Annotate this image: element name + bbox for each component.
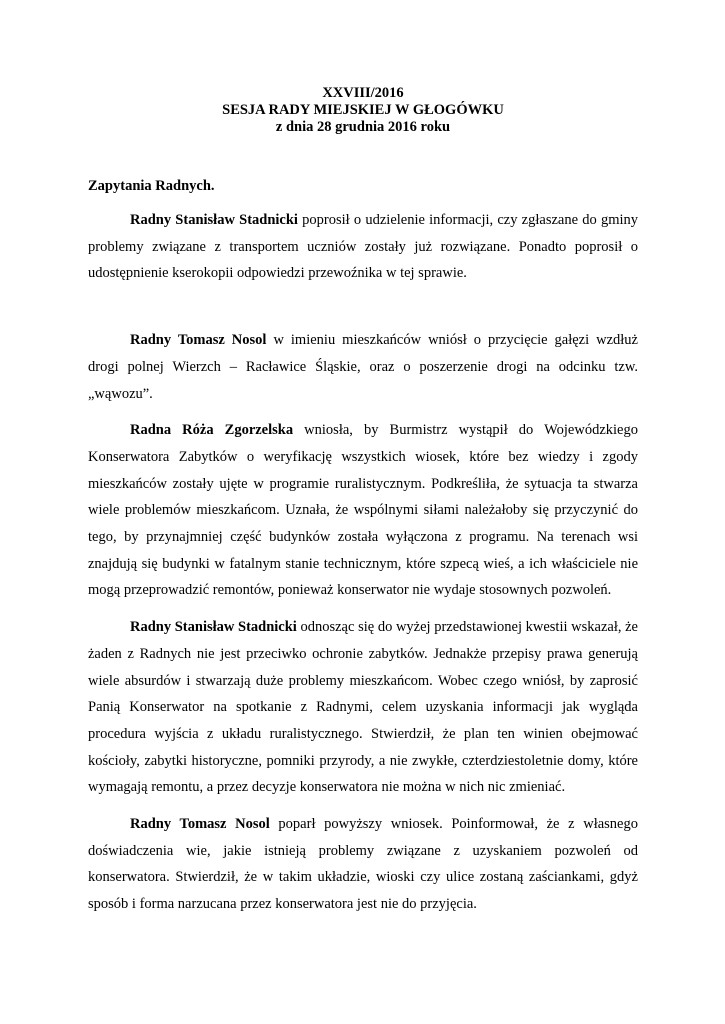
paragraph-text: poparł powyższy wniosek. Poinformował, że z własnego doświadczenia wie, jakie istnieją problemy związane z uzyskaniem pozwoleń od konserwatora. Stwierdził, że w takim układzie, wioski czy ulice zostaną zaściankami, gdyż sposób i forma narzucana przez konserwatora jest nie do przyjęcia. [88, 816, 638, 913]
paragraph-text: poprosił o udzielenie informacji, czy zgłaszane do gminy problemy związane z transportem uczniów zostały już rozwiązane. Ponadto poprosił o udostępnienie kserokopii odpowiedzi przewoźnika w tej sprawie. [88, 212, 638, 282]
paragraph-speaker: Radny Stanisław Stadnicki [130, 619, 297, 636]
section-title: Zapytania Radnych. [88, 178, 215, 194]
paragraph-speaker: Radny Stanisław Stadnicki [130, 212, 298, 228]
paragraph-text: wniosła, by Burmistrz wystąpił do Wojewódzkiego Konserwatora Zabytków o weryfikację wszystkich wiosek, które bez wiedzy i zgody mieszkańców zostały ujęte w programie ruralistycznym. Podkreśliła, że sytuacja ta stwarza wiele problemów mieszkańcom. Uznała, że wspólnymi siłami należałoby się przyczynić do tego, by przynajmniej część budynków została wyłączona z programu. Na terenach wsi znajdują się budynki w fatalnym stanie technicznym, które szpecą wieś, a ich właściciele nie mogą przeprowadzić remontów, ponieważ konserwator nie wydaje stosownych pozwoleń. [88, 422, 638, 599]
session-number: XXVIII/2016 [322, 85, 404, 101]
paragraph-3 [88, 417, 638, 604]
paragraph-text: w imieniu mieszkańców wniósł o przycięcie gałęzi wzdłuż drogi polnej Wierzch – Racławice Śląskie, oraz o poszerzenie drogi na odcinku tzw. „wąwozu”. [88, 332, 638, 402]
paragraph-speaker: Radny Tomasz Nosol [130, 816, 270, 833]
session-date: z dnia 28 grudnia 2016 roku [275, 119, 451, 135]
paragraph-speaker: Radny Tomasz Nosol [130, 332, 267, 349]
document-page [88, 85, 638, 918]
paragraph-2 [88, 327, 638, 407]
paragraph-text: odnosząc się do wyżej przedstawionej kwestii wskazał, że żaden z Radnych nie jest przeciwko ochronie zabytków. Jednakże przepisy prawa generują wiele absurdów i stwarzają duże problemy mieszkańcom. Wobec czego wniósł, by zaprosić Panią Konserwator na spotkanie z Radnymi, celem uzyskania informacji jak wygląda procedura wyjścia z układu ruralistycznego. Stwierdził, że plan ten winien obejmować kościoły, zabytki historyczne, pomniki przyrody, a nie zwykłe, czterdziestoletnie domy, które wymagają remontu, a przez decyzje konserwatora nie można w nich nic zmieniać. [88, 619, 638, 796]
document-header [88, 85, 638, 136]
paragraph-speaker: Radna Róża Zgorzelska [130, 422, 294, 439]
paragraph-5 [88, 811, 638, 918]
session-title: SESJA RADY MIEJSKIEJ W GŁOGÓWKU [222, 102, 504, 118]
paragraph-1 [88, 207, 638, 287]
paragraph-4 [88, 614, 638, 801]
